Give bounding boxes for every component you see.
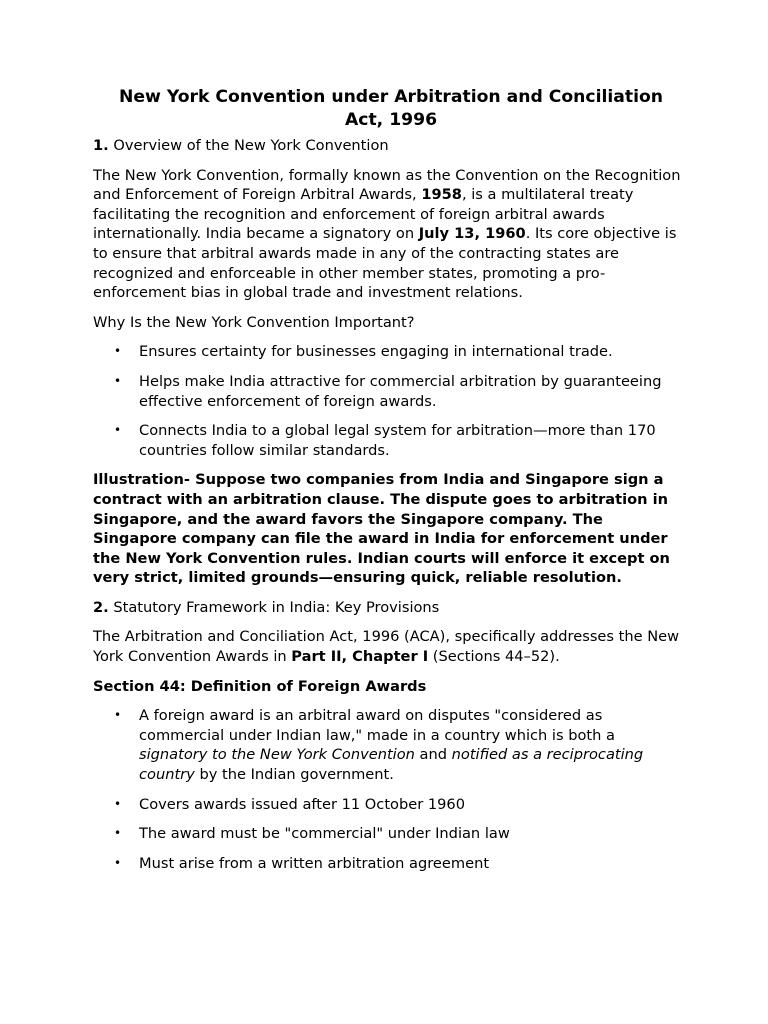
overview-text-1: The New York Convention, formally known as the Convention on the Recognition and Enforcement of Foreign Arbitral Awards,	[93, 166, 681, 204]
bullet-icon: •	[114, 855, 122, 870]
list-item-text: Ensures certainty for businesses engaging in international trade.	[139, 343, 613, 361]
list-item	[93, 824, 683, 844]
section-2-number: 2.	[93, 598, 109, 616]
section-2-heading	[93, 598, 683, 618]
foreign-award-text-1: A foreign award is an arbitral award on disputes "considered as commercial under Indian law," made in a country which is both a	[139, 707, 615, 744]
bullet-icon: •	[114, 708, 122, 723]
list-item	[93, 795, 683, 815]
bullet-icon: •	[114, 344, 122, 359]
list-item	[93, 421, 683, 460]
section-2-title: Statutory Framework in India: Key Provisions	[113, 598, 440, 616]
framework-text-1: The Arbitration and Conciliation Act, 1996 (ACA), specifically addresses the New York Convention Awards in	[93, 628, 680, 666]
section-1-title: Overview of the New York Convention	[113, 137, 389, 154]
section-1-heading	[93, 136, 683, 156]
bullet-icon: •	[114, 373, 122, 388]
foreign-award-italic-2: notified as a reciprocating country	[139, 746, 644, 784]
overview-paragraph	[93, 166, 683, 303]
list-item-text	[139, 707, 643, 783]
list-item-text: Connects India to a global legal system for arbitration—more than 170 countries follow similar standards.	[139, 422, 656, 459]
document-page	[93, 86, 683, 883]
list-item-text: Covers awards issued after 11 October 1960	[139, 795, 465, 813]
overview-date: July 13, 1960	[418, 225, 526, 243]
framework-paragraph	[93, 627, 683, 666]
list-item	[93, 706, 683, 784]
list-item	[93, 854, 683, 874]
why-heading: Why Is the New York Convention Important?	[93, 313, 415, 331]
document-title: New York Convention under Arbitration and Conciliation Act, 1996	[118, 87, 664, 130]
illustration-paragraph: Illustration- Suppose two companies from India and Singapore sign a contract with an arbitration clause. The dispute goes to arbitration in Singapore, and the award favors the Singapore company. The Singapore company can file the award in India for enforcement under the New York Convention rules. Indian courts will enforce it except on very strict, limited grounds—ensuring quick, reliable resolution.	[93, 471, 670, 587]
foreign-award-text-2: and	[414, 746, 452, 764]
list-item-text: Helps make India attractive for commercial arbitration by guaranteeing effective enforcement of foreign awards.	[139, 372, 662, 410]
framework-bold: Part II, Chapter I	[291, 648, 429, 666]
section-44-list	[93, 706, 683, 873]
section-44-title: Section 44: Definition of Foreign Awards	[93, 677, 427, 695]
overview-year: 1958	[421, 186, 462, 204]
section-44-heading	[93, 677, 683, 697]
list-item-text: Must arise from a written arbitration agreement	[139, 854, 490, 872]
bullet-icon: •	[114, 826, 122, 841]
foreign-award-italic-1: signatory to the New York Convention	[139, 746, 415, 764]
framework-text-2: (Sections 44–52).	[428, 648, 560, 666]
bullet-icon: •	[114, 796, 122, 811]
overview-text-3: . Its core objective is to ensure that arbitral awards made in any of the contracting states are recognized and enforceable in other member states, promoting a pro-enforcement bias in global trade and investment relations.	[93, 225, 677, 302]
why-list	[93, 342, 683, 460]
foreign-award-text-3: by the Indian government.	[194, 766, 394, 784]
list-item	[93, 342, 683, 362]
overview-text-2: , is a multilateral treaty facilitating the recognition and enforcement of foreign arbitral awards internationally. India became a signatory on	[93, 186, 634, 243]
section-1-number: 1.	[93, 137, 109, 154]
list-item-text: The award must be "commercial" under Indian law	[139, 825, 510, 843]
list-item	[93, 372, 683, 411]
bullet-icon: •	[114, 423, 122, 438]
